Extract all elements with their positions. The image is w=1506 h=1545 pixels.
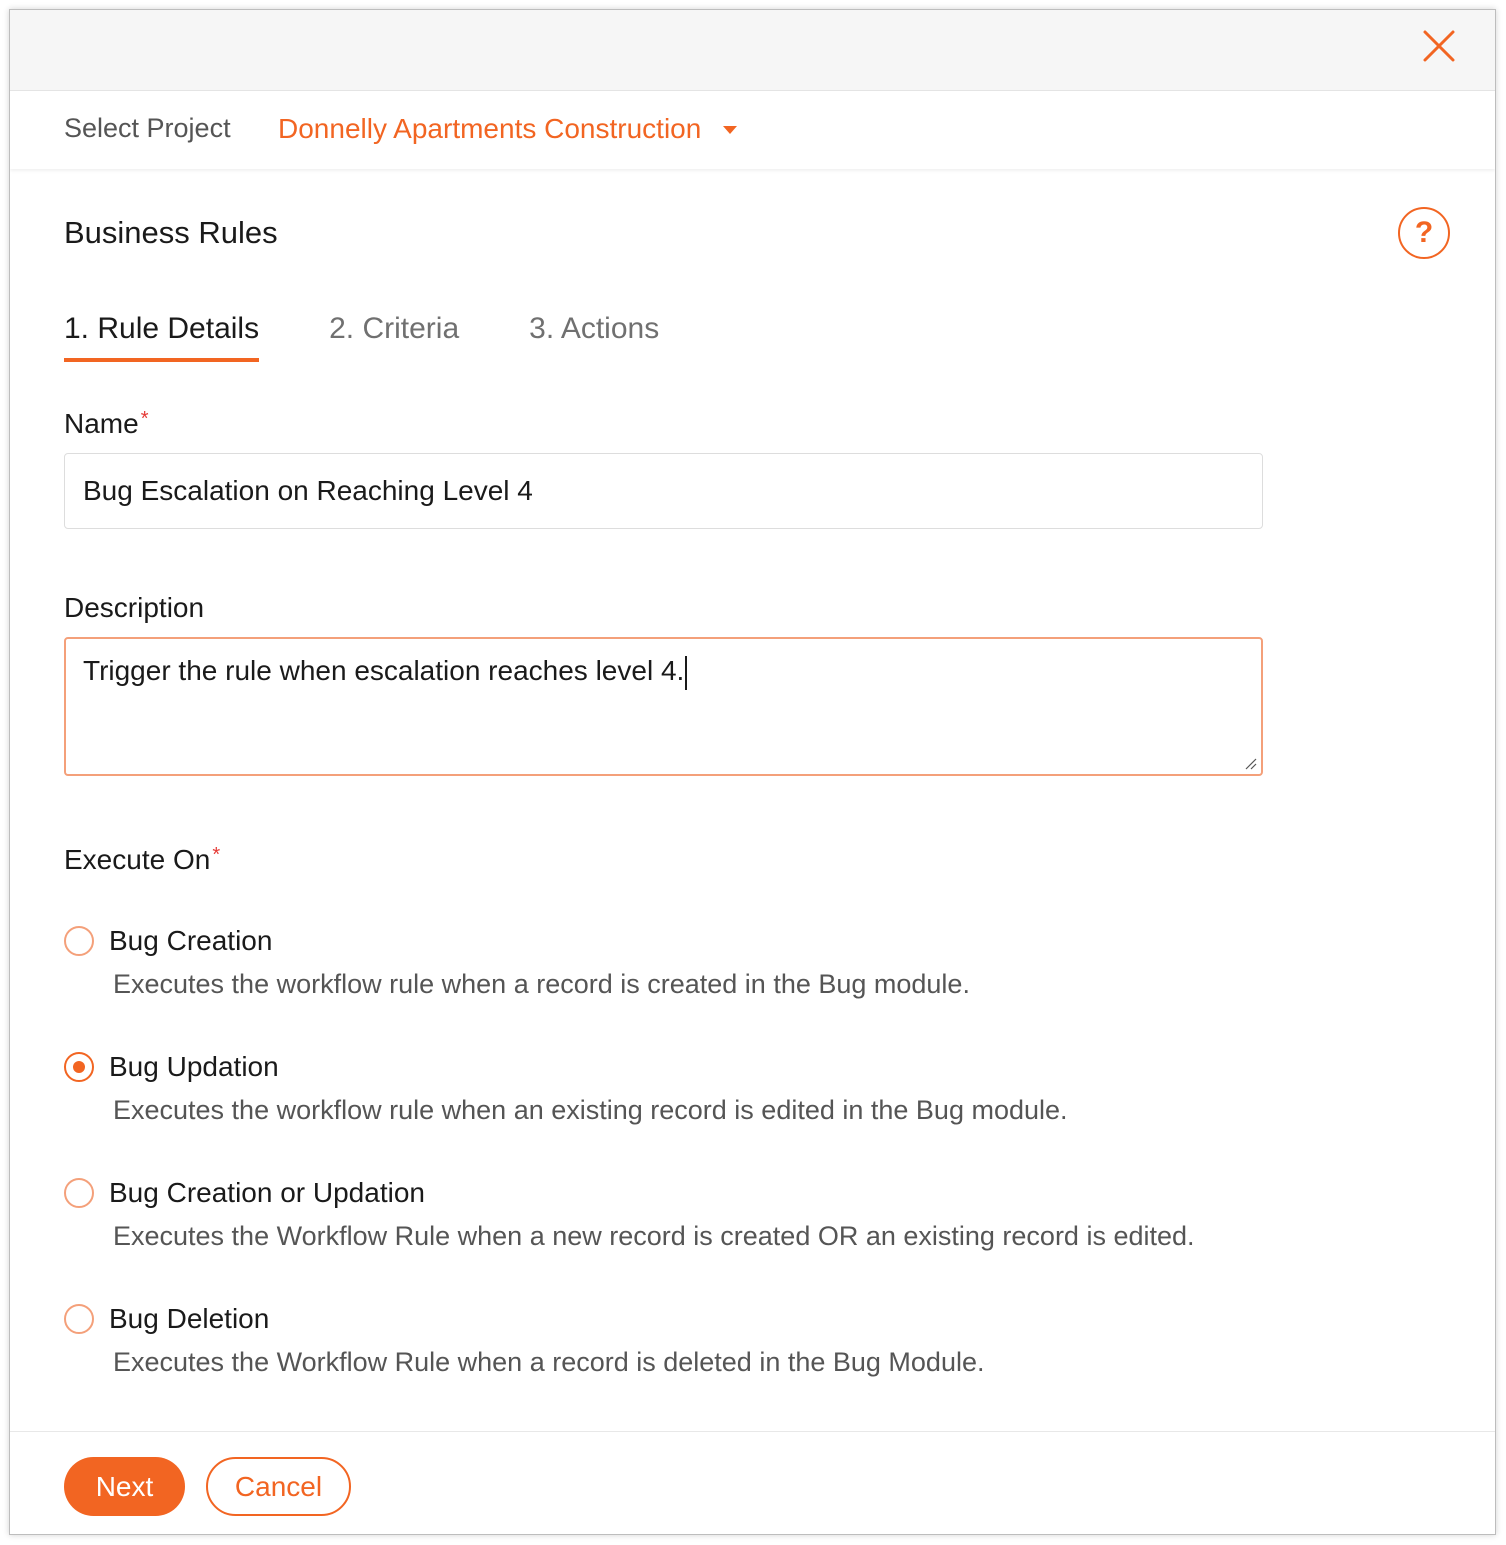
radio-unchecked-icon[interactable] bbox=[64, 1178, 94, 1208]
required-asterisk: * bbox=[212, 844, 221, 866]
radio-label: Bug Creation or Updation bbox=[109, 1177, 425, 1208]
radio-description: Executes the workflow rule when a record is created in the Bug module. bbox=[113, 969, 970, 999]
wizard-tabs bbox=[64, 312, 729, 362]
radio-description: Executes the Workflow Rule when a new record is created OR an existing record is edited. bbox=[113, 1221, 1195, 1251]
select-project-label: Select Project bbox=[64, 113, 231, 143]
radio-unchecked-icon[interactable] bbox=[64, 1304, 94, 1334]
close-icon bbox=[1421, 28, 1457, 64]
radio-bug-deletion[interactable] bbox=[64, 1303, 1364, 1335]
tab-rule-details[interactable]: 1. Rule Details bbox=[64, 312, 259, 362]
radio-bug-creation[interactable] bbox=[64, 925, 1364, 957]
radio-option-bug-updation bbox=[64, 1051, 1364, 1126]
radio-description: Executes the workflow rule when an existing record is edited in the Bug module. bbox=[113, 1095, 1068, 1125]
radio-label: Bug Updation bbox=[109, 1051, 279, 1082]
page-title: Business Rules bbox=[64, 215, 278, 250]
project-bar bbox=[10, 91, 1495, 169]
dialog-header bbox=[10, 10, 1495, 91]
radio-option-bug-creation bbox=[64, 925, 1364, 1000]
description-textarea[interactable] bbox=[64, 637, 1263, 776]
radio-option-bug-creation-or-updation bbox=[64, 1177, 1364, 1252]
required-asterisk: * bbox=[140, 408, 149, 430]
tab-actions[interactable]: 3. Actions bbox=[529, 312, 660, 345]
close-button[interactable] bbox=[1421, 28, 1457, 64]
execute-on-label-text: Execute On bbox=[64, 844, 211, 875]
dialog-footer bbox=[10, 1431, 1495, 1535]
resize-grip-icon[interactable] bbox=[1243, 756, 1257, 770]
execute-on-field-label bbox=[64, 844, 220, 876]
tab-criteria[interactable]: 2. Criteria bbox=[329, 312, 460, 345]
name-input-value: Bug Escalation on Reaching Level 4 bbox=[83, 475, 533, 506]
radio-dot bbox=[73, 1061, 85, 1073]
description-field-label: Description bbox=[64, 592, 205, 623]
cancel-button[interactable]: Cancel bbox=[206, 1457, 351, 1516]
radio-label: Bug Deletion bbox=[109, 1303, 270, 1334]
radio-label: Bug Creation bbox=[109, 925, 273, 956]
project-dropdown[interactable] bbox=[278, 113, 737, 145]
business-rules-dialog bbox=[9, 9, 1496, 1535]
next-button[interactable]: Next bbox=[64, 1457, 185, 1516]
name-label-text: Name bbox=[64, 408, 139, 439]
radio-description: Executes the Workflow Rule when a record is deleted in the Bug Module. bbox=[113, 1347, 985, 1377]
text-cursor bbox=[685, 656, 687, 690]
radio-unchecked-icon[interactable] bbox=[64, 926, 94, 956]
description-textarea-value: Trigger the rule when escalation reaches level 4. bbox=[83, 655, 685, 686]
caret-down-icon bbox=[723, 126, 737, 134]
name-field-label bbox=[64, 408, 149, 440]
radio-option-bug-deletion bbox=[64, 1303, 1364, 1378]
radio-bug-updation[interactable] bbox=[64, 1051, 1364, 1083]
help-button[interactable] bbox=[1398, 207, 1450, 259]
project-dropdown-value: Donnelly Apartments Construction bbox=[278, 113, 702, 144]
question-mark-icon: ? bbox=[1414, 216, 1434, 249]
radio-checked-icon[interactable] bbox=[64, 1052, 94, 1082]
name-input[interactable] bbox=[64, 453, 1263, 529]
radio-bug-creation-or-updation[interactable] bbox=[64, 1177, 1364, 1209]
